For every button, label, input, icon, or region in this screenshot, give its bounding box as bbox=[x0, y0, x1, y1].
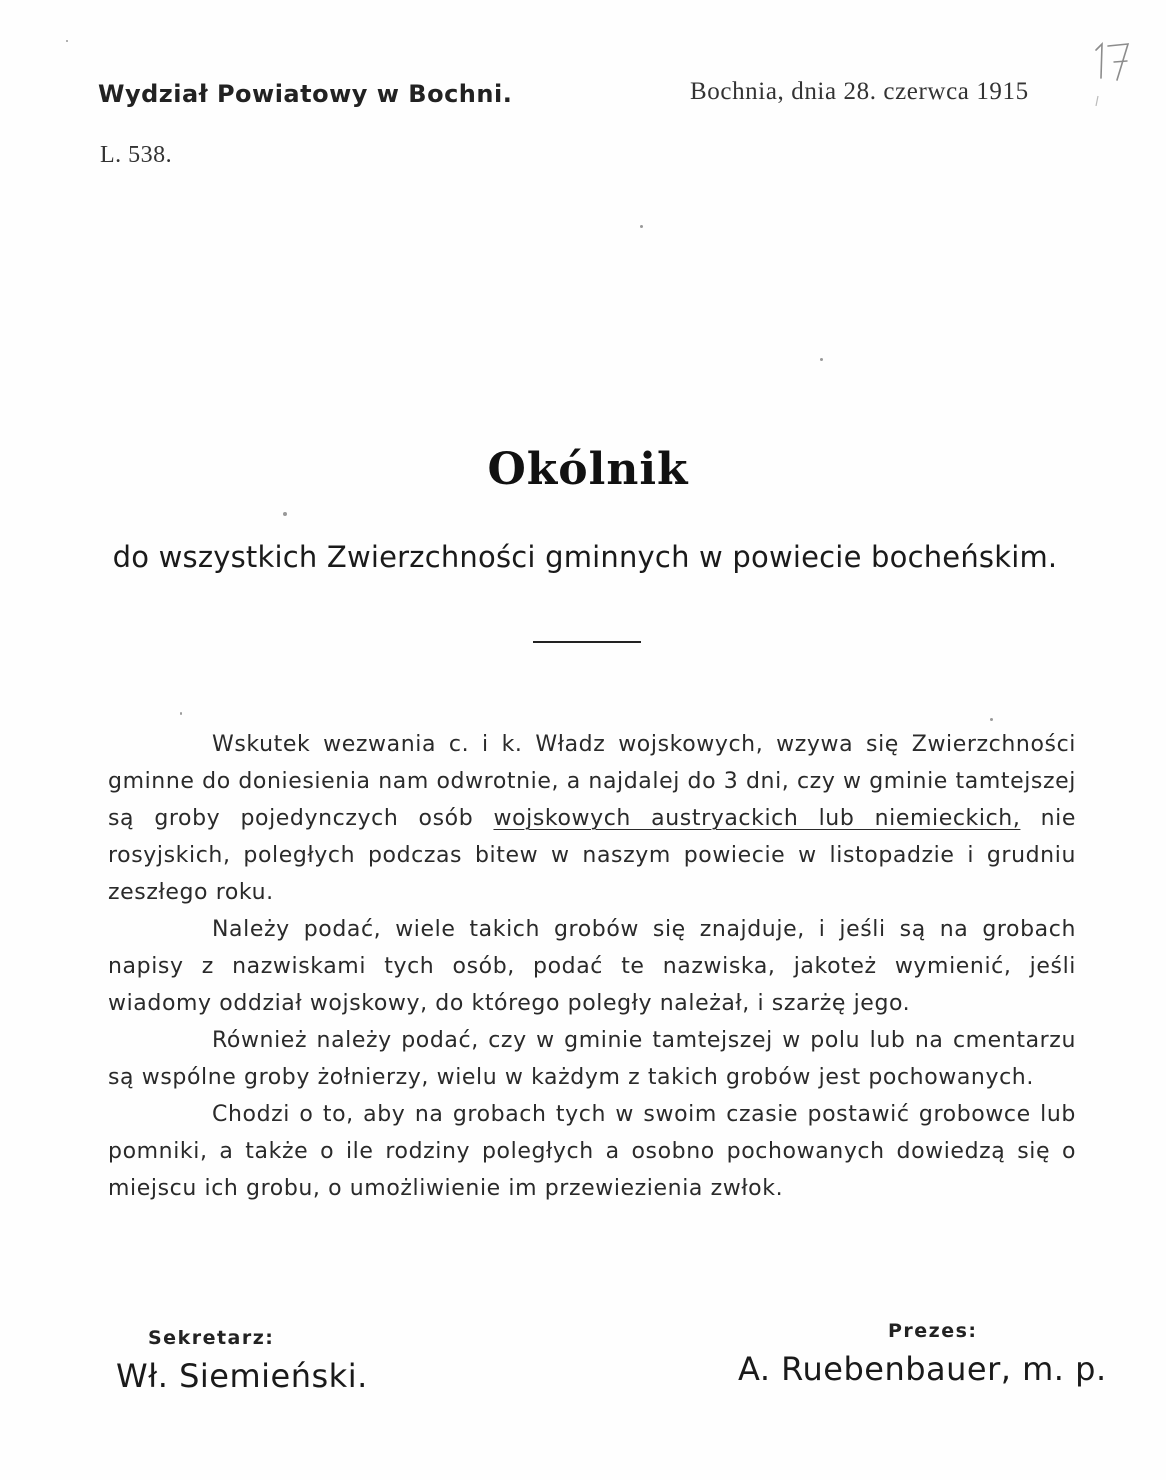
paragraph-1-part-a: Wskutek wezwania c. i k. Władz wojskowych, wzywa się Zwierzchności gminne do doniesienia nam odwrotnie, a najdalej do 3 dni, czy w gminie tamtejszej są groby pojedynczych osób bbox=[108, 732, 1076, 831]
paragraph-3: Również należy podać, czy w gminie tamtejszej w polu lub na cmentarzu są wspólne groby żołnierzy, wielu w każdym z takich grobów jest pochowanych. bbox=[108, 1028, 1076, 1090]
circular-body bbox=[108, 726, 1076, 1207]
paragraph-1-part-b: nie rosyjskich, poległych podczas bitew w naszym powiecie w listopadzie i grudniu zeszłego roku. bbox=[108, 806, 1077, 905]
paper-speck bbox=[283, 512, 287, 516]
paragraph-1-underlined: wojskowych austryackich lub niemieckich, bbox=[493, 806, 1021, 831]
president-name: A. Ruebenbauer, m. p. bbox=[738, 1350, 1107, 1388]
paper-speck bbox=[640, 225, 643, 228]
handwritten-page-number bbox=[1090, 36, 1138, 106]
paper-speck bbox=[820, 358, 823, 361]
secretary-label: Sekretarz: bbox=[148, 1327, 275, 1349]
secretary-name: Wł. Siemieński. bbox=[116, 1357, 368, 1395]
paragraph-2: Należy podać, wiele takich grobów się znajduje, i jeśli są na grobach napisy z nazwiskami tych osób, podać te nazwiska, jakoteż wymienić, jeśli wiadomy oddział wojskowy, do którego poległy należał, i szarżę jego. bbox=[108, 917, 1076, 1016]
paper-speck bbox=[180, 712, 182, 715]
title-divider bbox=[533, 641, 641, 643]
document-title: Okólnik bbox=[487, 444, 689, 495]
paper-speck bbox=[66, 40, 68, 42]
reference-number: L. 538. bbox=[100, 142, 173, 168]
addressee-line: do wszystkich Zwierzchności gminnych w powiecie bocheńskim. bbox=[112, 540, 1058, 574]
paragraph-4: Chodzi o to, aby na grobach tych w swoim czasie postawić grobowce lub pomniki, a także o ile rodziny poległych a osobno pochowanych dowiedzą się o miejscu ich grobu, o umożliwienie im przewiezienia zwłok. bbox=[108, 1102, 1076, 1201]
president-label: Prezes: bbox=[888, 1320, 978, 1342]
place-and-date: Bochnia, dnia 28. czerwca 1915 bbox=[690, 78, 1029, 105]
issuing-office: Wydział Powiatowy w Bochni. bbox=[98, 80, 513, 108]
paragraph-1 bbox=[108, 726, 1076, 911]
paper-speck bbox=[990, 718, 993, 721]
